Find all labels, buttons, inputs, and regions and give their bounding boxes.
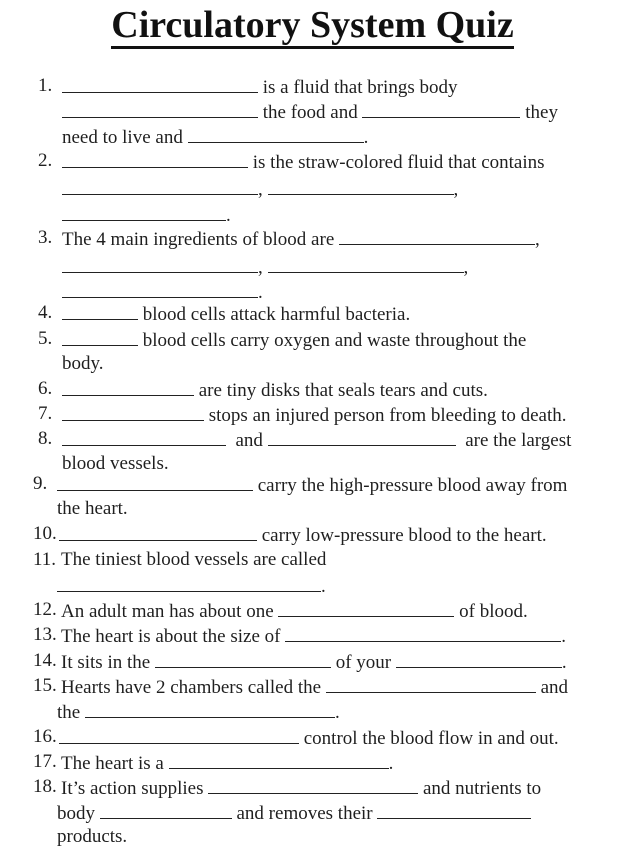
answer-blank[interactable]	[62, 328, 138, 346]
answer-blank[interactable]	[396, 650, 562, 668]
answer-blank[interactable]	[278, 599, 454, 617]
answer-blank[interactable]	[62, 378, 194, 396]
question-1-line-3: need to live and .	[62, 127, 369, 148]
question-number: 7.	[38, 403, 53, 424]
answer-blank[interactable]	[268, 255, 464, 273]
answer-blank[interactable]	[100, 801, 232, 819]
answer-blank[interactable]	[62, 177, 258, 195]
question-number: 6.	[38, 378, 53, 399]
question-17-line-1: The heart is a .	[61, 753, 394, 774]
answer-blank[interactable]	[62, 428, 226, 446]
question-number: 9.	[33, 473, 48, 494]
quiz-title-text: Circulatory System Quiz	[111, 4, 513, 49]
answer-blank[interactable]	[62, 150, 248, 168]
question-2-line-3: .	[62, 203, 231, 227]
question-9-line-2: the heart.	[57, 498, 128, 519]
answer-blank[interactable]	[85, 700, 335, 718]
question-15-line-1: Hearts have 2 chambers called the and	[61, 677, 569, 698]
question-number: 14.	[33, 650, 57, 671]
answer-blank[interactable]	[62, 75, 258, 93]
question-number: 16.	[33, 726, 57, 747]
question-18-line-2: body and removes their	[57, 801, 531, 825]
answer-blank[interactable]	[377, 801, 531, 819]
question-5-line-2: body.	[62, 353, 104, 374]
question-11-line-2: .	[57, 574, 326, 598]
question-1-line-2: the food and they	[62, 100, 558, 124]
question-8-line-2: blood vessels.	[62, 453, 169, 474]
question-6-line-1: are tiny disks that seals tears and cuts.	[62, 378, 488, 402]
question-3-line-3: .	[62, 280, 263, 304]
question-16-line-1: control the blood flow in and out.	[59, 726, 559, 750]
question-18-line-1: It’s action supplies and nutrients to	[61, 778, 542, 799]
question-number: 8.	[38, 428, 53, 449]
answer-blank[interactable]	[62, 403, 204, 421]
answer-blank[interactable]	[268, 428, 456, 446]
question-number: 17.	[33, 751, 57, 772]
question-15-line-2: the .	[57, 702, 340, 723]
question-8-line-1: and are the largest	[62, 428, 571, 452]
quiz-title	[0, 2, 625, 49]
question-5-line-1: blood cells carry oxygen and waste throughout the	[62, 328, 526, 352]
question-number: 1.	[38, 75, 53, 96]
question-12-line-1: An adult man has about one of blood.	[61, 601, 528, 622]
answer-blank[interactable]	[59, 523, 257, 541]
question-13-line-1: The heart is about the size of .	[61, 626, 566, 647]
answer-blank[interactable]	[188, 125, 364, 143]
answer-blank[interactable]	[208, 776, 418, 794]
answer-blank[interactable]	[268, 177, 454, 195]
answer-blank[interactable]	[62, 203, 226, 221]
question-number: 13.	[33, 624, 57, 645]
answer-blank[interactable]	[339, 227, 535, 245]
question-3-line-2: , ,	[62, 255, 468, 279]
answer-blank[interactable]	[326, 675, 536, 693]
question-11-line-1: The tiniest blood vessels are called	[61, 549, 327, 570]
question-number: 12.	[33, 599, 57, 620]
answer-blank[interactable]	[285, 624, 561, 642]
answer-blank[interactable]	[169, 751, 389, 769]
question-number: 5.	[38, 328, 53, 349]
answer-blank[interactable]	[57, 574, 321, 592]
answer-blank[interactable]	[62, 100, 258, 118]
answer-blank[interactable]	[62, 255, 258, 273]
answer-blank[interactable]	[155, 650, 331, 668]
question-14-line-1: It sits in the of your .	[61, 652, 567, 673]
question-10-line-1: carry low-pressure blood to the heart.	[59, 523, 547, 547]
question-1-line-1: is a fluid that brings body	[62, 75, 457, 99]
question-4-line-1: blood cells attack harmful bacteria.	[62, 302, 410, 326]
question-number: 11.	[33, 549, 57, 570]
question-7-line-1: stops an injured person from bleeding to death.	[62, 403, 567, 427]
question-number: 18.	[33, 776, 57, 797]
answer-blank[interactable]	[57, 473, 253, 491]
answer-blank[interactable]	[62, 280, 258, 298]
question-number: 2.	[38, 150, 53, 171]
answer-blank[interactable]	[59, 726, 299, 744]
question-number: 15.	[33, 675, 57, 696]
answer-blank[interactable]	[362, 100, 520, 118]
question-18-line-3: products.	[57, 826, 128, 847]
question-number: 10.	[33, 523, 57, 544]
question-number: 4.	[38, 302, 53, 323]
question-3-line-1: The 4 main ingredients of blood are ,	[62, 229, 540, 250]
question-9-line-1: carry the high-pressure blood away from	[57, 473, 567, 497]
answer-blank[interactable]	[62, 302, 138, 320]
question-2-line-1: is the straw-colored fluid that contains	[62, 150, 545, 174]
question-number: 3.	[38, 227, 53, 248]
question-2-line-2: , ,	[62, 177, 458, 201]
